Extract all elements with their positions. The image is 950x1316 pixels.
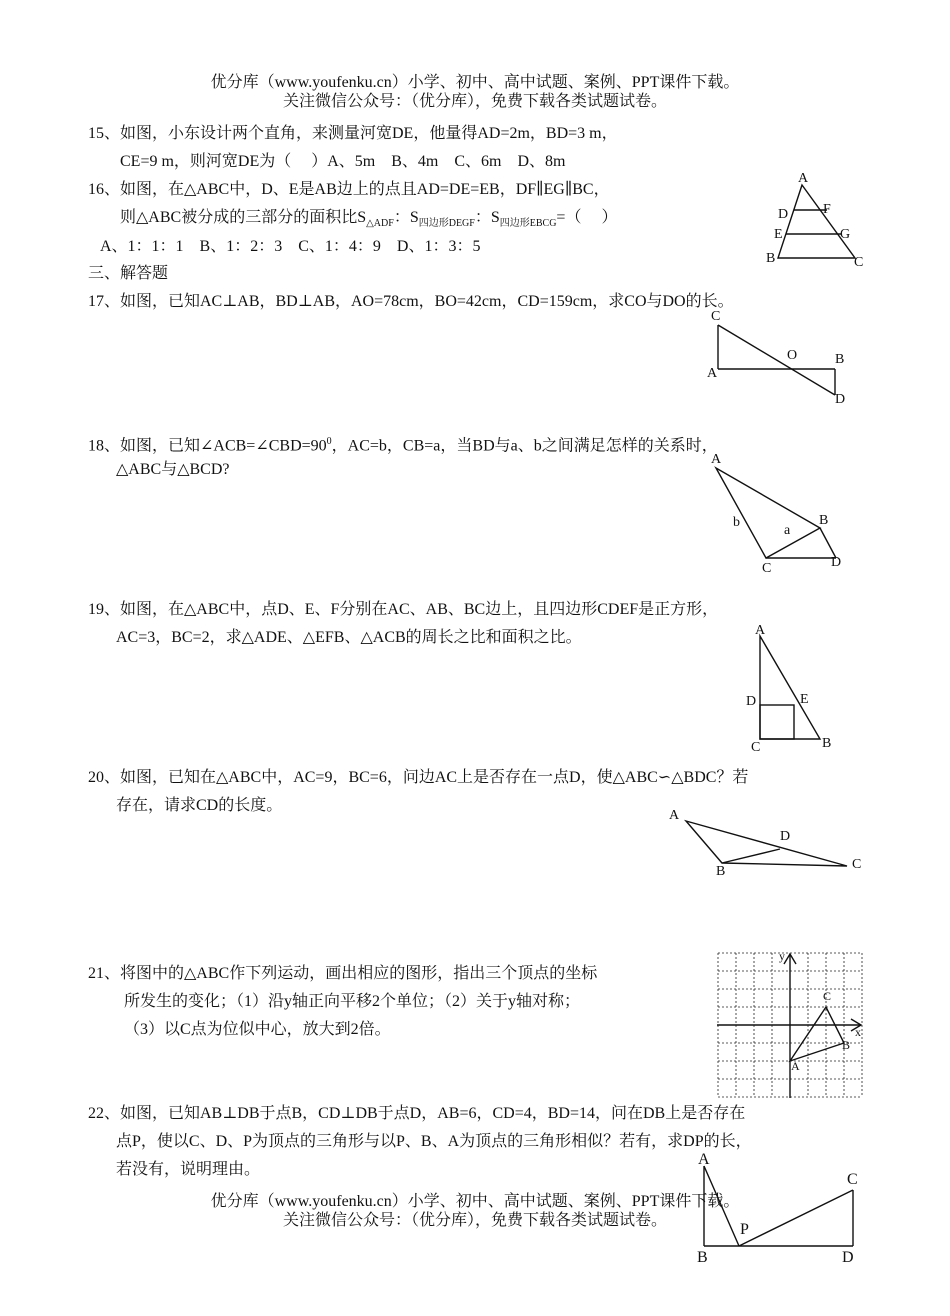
q18-label-d: D (831, 555, 842, 570)
q15-line-2: CE=9 m，则河宽DE为（ ）A、5m B、4m C、6m D、8m (120, 153, 566, 170)
q16-label-d: D (778, 207, 789, 222)
q18-label-b: B (819, 513, 829, 528)
q22-label-c: C (847, 1171, 858, 1188)
q16-ratio-d: =（ ） (556, 209, 618, 226)
q18-label-a: A (711, 452, 722, 467)
q18-triangle-abc (716, 468, 820, 558)
q18-line-bd (820, 528, 836, 558)
q19-label-a: A (755, 623, 766, 638)
q16-label-e: E (774, 227, 783, 242)
q16-options: A、1：1：1 B、1：2：3 C、1：4：9 D、1：3：5 (100, 238, 481, 255)
q15-line-1: 15、如图，小东设计两个直角，来测量河宽DE，他量得AD=2m，BD=3 m， (88, 125, 618, 142)
q22-label-d: D (842, 1249, 854, 1266)
q22-line-2: 点P，使以C、D、P为顶点的三角形与以P、B、A为顶点的三角形相似？若有，求DP的长， (116, 1133, 752, 1150)
q20-line-2: 存在，请求CD的长度。 (116, 797, 283, 814)
q19-triangle (760, 636, 820, 739)
q22-line-ap (704, 1166, 739, 1246)
q20-line-1: 20、如图，已知在△ABC中，AC=9，BC=6，问边AC上是否存在一点D，使△ABC∽△BDC？若 (88, 769, 749, 786)
section-title: 三、解答题 (88, 265, 169, 282)
q19-line-1: 19、如图，在△ABC中，点D、E、F分别在AC、AB、BC边上，且四边形CDEF是正方形， (88, 601, 719, 618)
q19-label-d: D (746, 694, 757, 709)
q19-label-e: E (800, 692, 809, 707)
q21-line-3: （3）以C点为位似中心，放大到2倍。 (124, 1021, 391, 1038)
q16-line-2 (120, 208, 617, 234)
q17-label-d: D (835, 392, 846, 407)
q19-figure (740, 616, 840, 756)
q16-line-1: 16、如图，在△ABC中，D、E是AB边上的点且AD=DE=EB，DF∥EG∥BC， (88, 181, 610, 198)
q22-label-a: A (698, 1151, 710, 1168)
q21-label-a: A (791, 1059, 800, 1073)
q16-triangle (778, 185, 855, 258)
q18-text-b: ，AC=b，CB=a，当BD与a、b之间满足怎样的关系时， (331, 437, 718, 455)
q20-label-a: A (669, 808, 680, 823)
q16-ratio-b: ：S (393, 209, 419, 226)
q22-line-pc (739, 1190, 853, 1246)
q16-sub-2: 四边形DEGF (418, 218, 475, 230)
q16-label-g: G (840, 227, 851, 242)
q16-label-a: A (798, 171, 809, 186)
q21-label-x: x (855, 1025, 861, 1039)
q18-line-2: △ABC与△BCD? (116, 461, 230, 478)
q21-line-1: 21、将图中的△ABC作下列运动，画出相应的图形，指出三个顶点的坐标 (88, 965, 598, 982)
q16-ratio-a: 则△ABC被分成的三部分的面积比S (120, 209, 367, 226)
q21-figure (715, 950, 865, 1102)
q20-label-d: D (780, 829, 791, 844)
q20-label-c: C (852, 857, 862, 872)
q22-line-1: 22、如图，已知AB⊥DB于点B，CD⊥DB于点D，AB=6，CD=4，BD=14，问在DB上是否存在 (88, 1105, 746, 1122)
q18-line-1 (88, 432, 718, 456)
q21-triangle-abc (790, 1007, 844, 1061)
q21-line-2: 所发生的变化；（1）沿y轴正向平移2个单位；（2）关于y轴对称； (124, 993, 581, 1010)
q21-label-b: B (842, 1038, 851, 1052)
q17-label-c: C (711, 309, 721, 324)
q17-label-a: A (707, 366, 718, 381)
q18-label-a-side: a (784, 523, 791, 538)
q16-sub-1: △ADF (366, 218, 394, 230)
q22-figure (690, 1148, 880, 1268)
q18-text-a: 18、如图，已知∠ACB=∠CBD=90 (88, 437, 327, 455)
q20-triangle (686, 821, 847, 866)
q22-label-p: P (740, 1221, 749, 1238)
q19-label-c: C (751, 740, 761, 755)
q21-label-c: C (823, 989, 832, 1003)
q21-label-y: y (779, 949, 785, 963)
q19-label-b: B (822, 736, 832, 751)
q18-label-b-side: b (733, 515, 740, 530)
q16-figure (760, 165, 870, 270)
q20-line-bd (722, 849, 780, 863)
q20-label-b: B (716, 864, 726, 879)
q17-label-b: B (835, 352, 845, 367)
q22-line-3: 若没有，说明理由。 (116, 1161, 261, 1178)
q19-square (760, 705, 794, 739)
q20-figure (660, 800, 870, 880)
header-line-2: 关注微信公众号：（优分库），免费下载各类试题试卷。 (282, 93, 667, 110)
q18-degree: 0 (326, 436, 332, 447)
q16-sub-3: 四边形EBCG (499, 218, 557, 230)
q16-label-c: C (854, 255, 864, 270)
q17-label-o: O (787, 348, 798, 363)
q17-line-cd (718, 325, 835, 395)
q18-figure (700, 448, 860, 578)
footer-line-1: 优分库（www.youfenku.cn）小学、初中、高中试题、案例、PPT课件下载。 (210, 1193, 740, 1210)
footer-line-2: 关注微信公众号：（优分库），免费下载各类试题试卷。 (282, 1212, 667, 1229)
header-line-1: 优分库（www.youfenku.cn）小学、初中、高中试题、案例、PPT课件下载。 (210, 74, 740, 91)
q22-label-b: B (697, 1249, 708, 1266)
q16-ratio-c: ：S (474, 209, 500, 226)
q17-text: 17、如图，已知AC⊥AB，BD⊥AB，AO=78cm，BO=42cm，CD=159cm，求CO与DO的长。 (88, 293, 734, 310)
q16-label-f: F (823, 202, 831, 217)
q19-line-2: AC=3，BC=2，求△ADE、△EFB、△ACB的周长之比和面积之比。 (116, 629, 582, 646)
q18-label-c: C (762, 561, 772, 576)
q16-label-b: B (766, 251, 776, 266)
q17-figure (700, 305, 860, 410)
